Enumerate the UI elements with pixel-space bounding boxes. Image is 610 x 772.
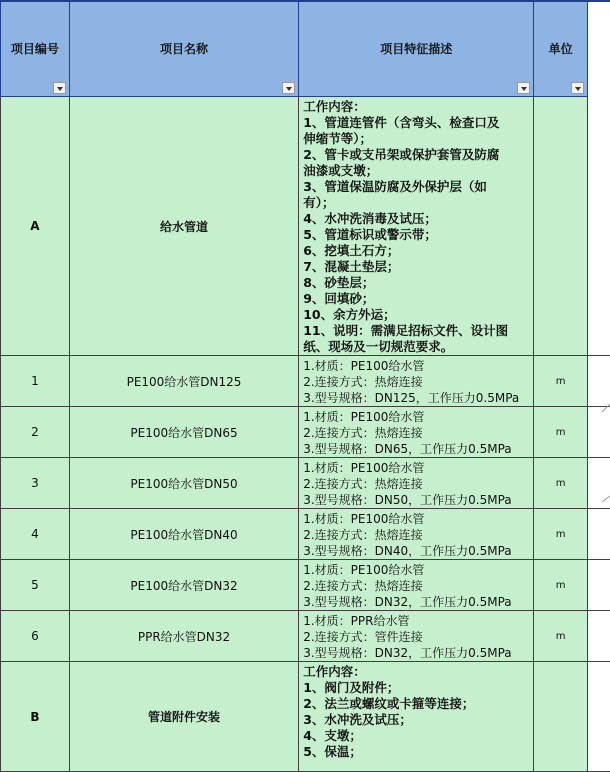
description-line: 10、余方外运； [303, 307, 396, 322]
description-line: 4、水冲洗消毒及试压； [303, 211, 437, 226]
description-line: 3.型号规格：DN32，工作压力0.5MPa [303, 646, 512, 660]
cell-item-name[interactable]: PE100给水管DN50 [69, 458, 298, 509]
cell-item-code[interactable]: 6 [1, 611, 70, 662]
description-line: 11、说明：需满足招标文件、设计图 [303, 323, 509, 338]
cell-item-code[interactable]: 2 [1, 407, 70, 458]
filter-dropdown-icon[interactable] [53, 82, 66, 94]
description-line: 1.材质：PE100给水管 [303, 359, 425, 373]
header-cell-unit[interactable] [534, 1, 588, 97]
description-line: 2.连接方式：热熔连接 [303, 375, 423, 389]
header-row [1, 1, 610, 97]
filter-dropdown-icon[interactable] [282, 82, 295, 94]
cell-item-name[interactable]: PE100给水管DN32 [69, 560, 298, 611]
item-row [1, 407, 610, 458]
cell-next-column[interactable] [588, 560, 610, 611]
cell-next-column[interactable] [588, 611, 610, 662]
header-label-name: 项目名称 [160, 42, 209, 57]
description-line: 工作内容： [303, 664, 366, 679]
description-line: 9、回填砂； [303, 291, 375, 306]
item-row [1, 611, 610, 662]
description-line: 1.材质：PE100给水管 [303, 461, 425, 475]
cell-item-code[interactable]: A [1, 97, 70, 356]
cell-item-unit[interactable] [534, 97, 588, 356]
description-line: 2.连接方式：热熔连接 [303, 477, 423, 491]
header-label-code: 项目编号 [10, 42, 59, 57]
section-row [1, 662, 610, 772]
cell-item-unit[interactable]: m [534, 356, 588, 407]
section-row [1, 97, 610, 356]
cell-item-unit[interactable]: m [534, 407, 588, 458]
description-line: 8、砂垫层； [303, 275, 375, 290]
filter-dropdown-icon[interactable] [517, 82, 530, 94]
cell-item-name[interactable]: PE100给水管DN65 [69, 407, 298, 458]
description-line: 3.型号规格：DN50，工作压力0.5MPa [303, 493, 512, 507]
description-line: 6、挖填土石方； [303, 243, 400, 258]
description-line: 伸缩节等）； [303, 131, 372, 146]
header-cell-name[interactable] [69, 1, 298, 97]
description-line: 1、阀门及附件； [303, 680, 400, 695]
item-row [1, 356, 610, 407]
description-line: 1、管道连管件（含弯头、检查口及 [303, 115, 500, 130]
cell-item-description[interactable] [299, 662, 534, 772]
description-line: 1.材质：PE100给水管 [303, 563, 425, 577]
cell-item-name[interactable]: 管道附件安装 [69, 662, 298, 772]
description-line: 纸、现场及一切规范要求。 [303, 339, 454, 354]
description-line: 1.材质：PE100给水管 [303, 512, 425, 526]
cell-next-column[interactable] [588, 356, 610, 407]
cell-item-description[interactable] [299, 560, 534, 611]
description-line: 3.型号规格：DN40，工作压力0.5MPa [303, 544, 512, 558]
description-line: 4、支墩； [303, 728, 362, 743]
cell-item-description[interactable] [299, 356, 534, 407]
header-cell-next-column[interactable] [588, 1, 610, 97]
cell-next-column[interactable] [588, 509, 610, 560]
cell-item-name[interactable]: PE100给水管DN40 [69, 509, 298, 560]
cell-comment-markers [598, 400, 610, 510]
cell-item-name[interactable]: PE100给水管DN125 [69, 356, 298, 407]
item-row [1, 509, 610, 560]
description-line: 2.连接方式：热熔连接 [303, 579, 423, 593]
description-line: 有）； [303, 195, 335, 210]
header-cell-desc[interactable] [299, 1, 534, 97]
description-line: 3.型号规格：DN32，工作压力0.5MPa [303, 595, 512, 609]
description-line: 2、管卡或支吊架或保护套管及防腐 [303, 147, 500, 162]
description-line: 2.连接方式：热熔连接 [303, 528, 423, 542]
cell-item-name[interactable]: PPR给水管DN32 [69, 611, 298, 662]
description-line: 工作内容： [303, 99, 366, 114]
item-row [1, 458, 610, 509]
cell-next-column[interactable] [588, 97, 610, 356]
description-line: 3.型号规格：DN65，工作压力0.5MPa [303, 442, 512, 456]
cell-item-code[interactable]: 5 [1, 560, 70, 611]
description-line: 油漆或支墩； [303, 163, 379, 178]
cell-item-unit[interactable]: m [534, 560, 588, 611]
cell-item-description[interactable] [299, 509, 534, 560]
description-line: 2.连接方式：管件连接 [303, 630, 423, 644]
description-line: 1.材质：PPR给水管 [303, 614, 410, 628]
filter-dropdown-icon[interactable] [571, 82, 584, 94]
cell-item-unit[interactable] [534, 662, 588, 772]
cell-item-code[interactable]: 1 [1, 356, 70, 407]
description-line: 3、水冲洗及试压； [303, 712, 412, 727]
cell-item-unit[interactable]: m [534, 611, 588, 662]
cell-item-description[interactable] [299, 611, 534, 662]
header-label-desc: 项目特征描述 [380, 42, 453, 57]
header-label-unit: 单位 [548, 42, 573, 57]
cell-item-unit[interactable]: m [534, 509, 588, 560]
cell-item-code[interactable]: 3 [1, 458, 70, 509]
description-line: 1.材质：PE100给水管 [303, 410, 425, 424]
cell-item-description[interactable] [299, 407, 534, 458]
cell-item-code[interactable]: B [1, 662, 70, 772]
cell-item-name[interactable]: 给水管道 [69, 97, 298, 356]
item-row [1, 560, 610, 611]
description-line: 7、混凝土垫层； [303, 259, 400, 274]
description-line: 2、法兰或螺纹或卡箍等连接； [303, 696, 475, 711]
cell-item-description[interactable] [299, 97, 534, 356]
cell-item-code[interactable]: 4 [1, 509, 70, 560]
header-cell-code[interactable] [1, 1, 70, 97]
description-line: 5、保温； [303, 744, 362, 759]
cell-item-description[interactable] [299, 458, 534, 509]
description-line: 2.连接方式：热熔连接 [303, 426, 423, 440]
description-line: 5、管道标识或警示带； [303, 227, 437, 242]
cell-item-unit[interactable]: m [534, 458, 588, 509]
description-line: 3、管道保温防腐及外保护层（如 [303, 179, 487, 194]
cell-next-column[interactable] [588, 662, 610, 772]
description-line: 3.型号规格：DN125，工作压力0.5MPa [303, 391, 520, 405]
